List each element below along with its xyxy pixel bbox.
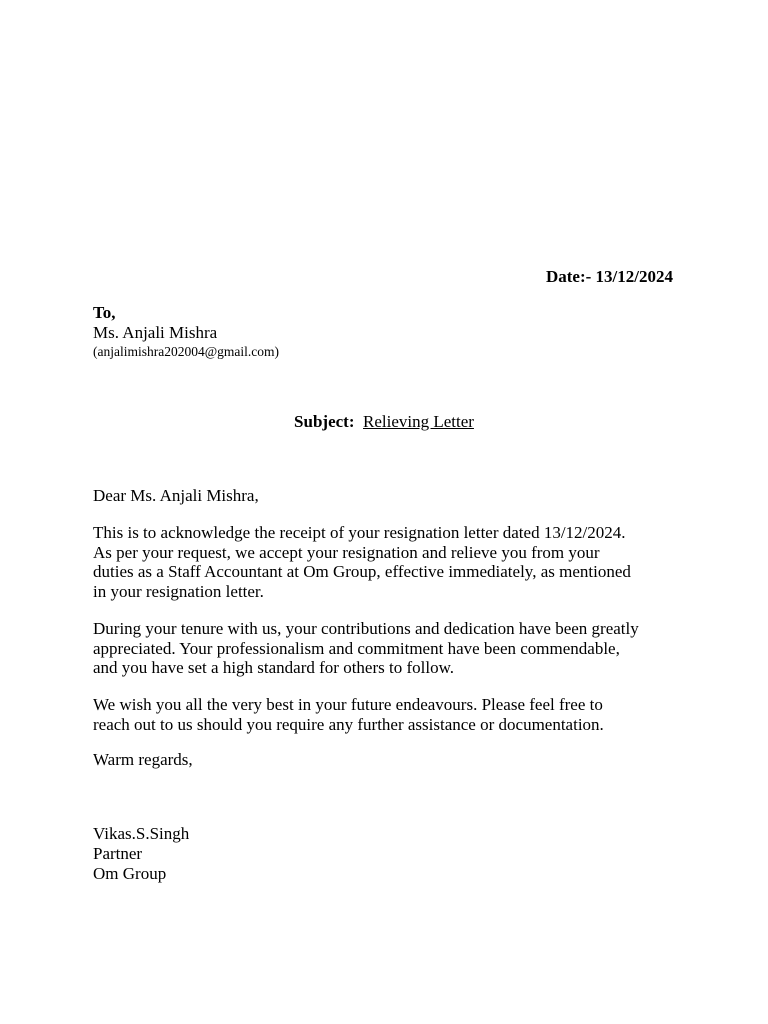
paragraph-line: appreciated. Your professionalism and commitment have been commendable, [93,638,620,658]
paragraph-2 [93,619,683,678]
paragraph-1 [93,523,683,601]
closing: Warm regards, [93,750,193,769]
letter-date: Date:- 13/12/2024 [545,267,673,286]
signatory-name: Vikas.S.Singh [93,824,190,843]
subject-label: Subject: [294,412,355,431]
paragraph-line: and you have set a high standard for others to follow. [93,658,455,678]
paragraph-line: As per your request, we accept your resignation and relieve you from your [93,542,600,562]
recipient-block [93,303,279,360]
paragraph-line: We wish you all the very best in your future endeavours. Please feel free to [93,695,603,714]
subject-line [0,412,768,432]
to-label: To, [93,303,116,322]
paragraph-line: During your tenure with us, your contributions and dedication have been greatly [93,619,639,638]
signatory-title: Partner [93,844,143,863]
signature-block [93,824,189,884]
paragraph-line: reach out to us should you require any further assistance or documentation. [93,714,604,734]
paragraph-line: This is to acknowledge the receipt of your resignation letter dated 13/12/2024. [93,523,626,542]
paragraph-3 [93,695,683,734]
salutation: Dear Ms. Anjali Mishra, [93,486,259,505]
recipient-name: Ms. Anjali Mishra [93,323,218,342]
paragraph-line: in your resignation letter. [93,581,264,601]
paragraph-line: duties as a Staff Accountant at Om Group, effective immediately, as mentioned [93,562,631,582]
signatory-company: Om Group [93,864,167,883]
subject-value: Relieving Letter [363,412,474,431]
recipient-email: (anjalimishra202004@gmail.com) [93,344,280,359]
